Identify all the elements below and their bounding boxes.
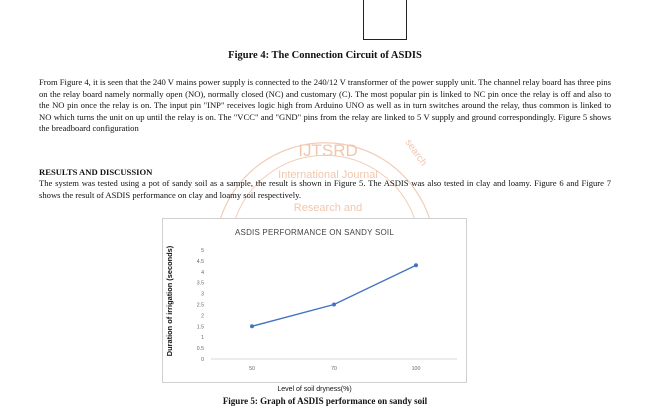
figure-4-diagram-box xyxy=(363,0,407,40)
chart-data-point xyxy=(332,303,336,307)
chart-y-axis-label: Duration of irrigation (seconds) xyxy=(165,245,174,357)
chart-data-point xyxy=(414,263,418,267)
chart-title: ASDIS PERFORMANCE ON SANDY SOIL xyxy=(235,228,394,237)
watermark-line-2: Research and xyxy=(293,202,363,214)
figure-4-caption: Figure 4: The Connection Circuit of ASDIS xyxy=(228,50,422,61)
chart-x-axis-label: Level of soil dryness(%) xyxy=(277,386,352,393)
chart-y-tick-label: 0 xyxy=(201,357,204,363)
chart-frame xyxy=(162,218,467,383)
results-discussion-heading: RESULTS AND DISCUSSION xyxy=(39,167,153,177)
chart-y-tick-label: 1.5 xyxy=(196,324,204,331)
figure-5-caption: Figure 5: Graph of ASDIS performance on sandy soil xyxy=(222,396,428,406)
chart-x-tick-label: 50 xyxy=(249,366,255,372)
chart-y-tick-label: 0.5 xyxy=(196,346,204,353)
chart-y-tick-label: 4 xyxy=(201,269,204,276)
watermark-brand: IJTSRD xyxy=(298,141,358,160)
chart-x-tick-label: 100 xyxy=(411,366,421,372)
watermark-line-1: International Journal xyxy=(278,169,378,181)
chart-y-tick-label: 2.5 xyxy=(196,302,204,309)
paragraph-results: The system was tested using a pot of sandy soil as a sample, the result is shown in Figure 5. The ASDIS was also tested in clay and loamy. Figure 6 and Figure 7 shows the result of ASDIS performance on clay and loamy soil respectively. xyxy=(39,178,611,200)
sandy-soil-line-chart xyxy=(163,219,466,382)
journal-watermark xyxy=(200,120,450,230)
chart-y-tick-label: 3.5 xyxy=(196,280,204,287)
chart-y-tick-label: 3 xyxy=(201,291,204,298)
paragraph-connection-circuit: From Figure 4, it is seen that the 240 V mains power supply is connected to the 240/12 V transformer of the power supply unit. The channel relay board has three pins on the relay board namely normally open (NO), normally closed (NC) and customary (C). The most popular pin is linked to NC pin once the relay is off and also to the NO pin once the relay is on. The input pin "INP" receives logic high from Arduino UNO as well as in turn switches around the relay, thus common is linked to NO which turns the unit on up until the relay is on. The "VCC" and "GND" pins from the relay are linked to 5 V supply and ground correspondingly. Figure 5 shows the breadboard configuration xyxy=(39,77,611,134)
chart-y-tick-label: 1 xyxy=(201,335,204,342)
chart-series-line xyxy=(252,265,416,326)
chart-x-tick-label: 70 xyxy=(331,366,337,372)
watermark-arc-word: search xyxy=(402,137,429,169)
chart-y-tick-label: 5 xyxy=(201,248,204,254)
chart-y-tick-label: 4.5 xyxy=(196,258,204,265)
chart-y-tick-label: 2 xyxy=(201,313,204,320)
chart-data-point xyxy=(250,324,254,328)
